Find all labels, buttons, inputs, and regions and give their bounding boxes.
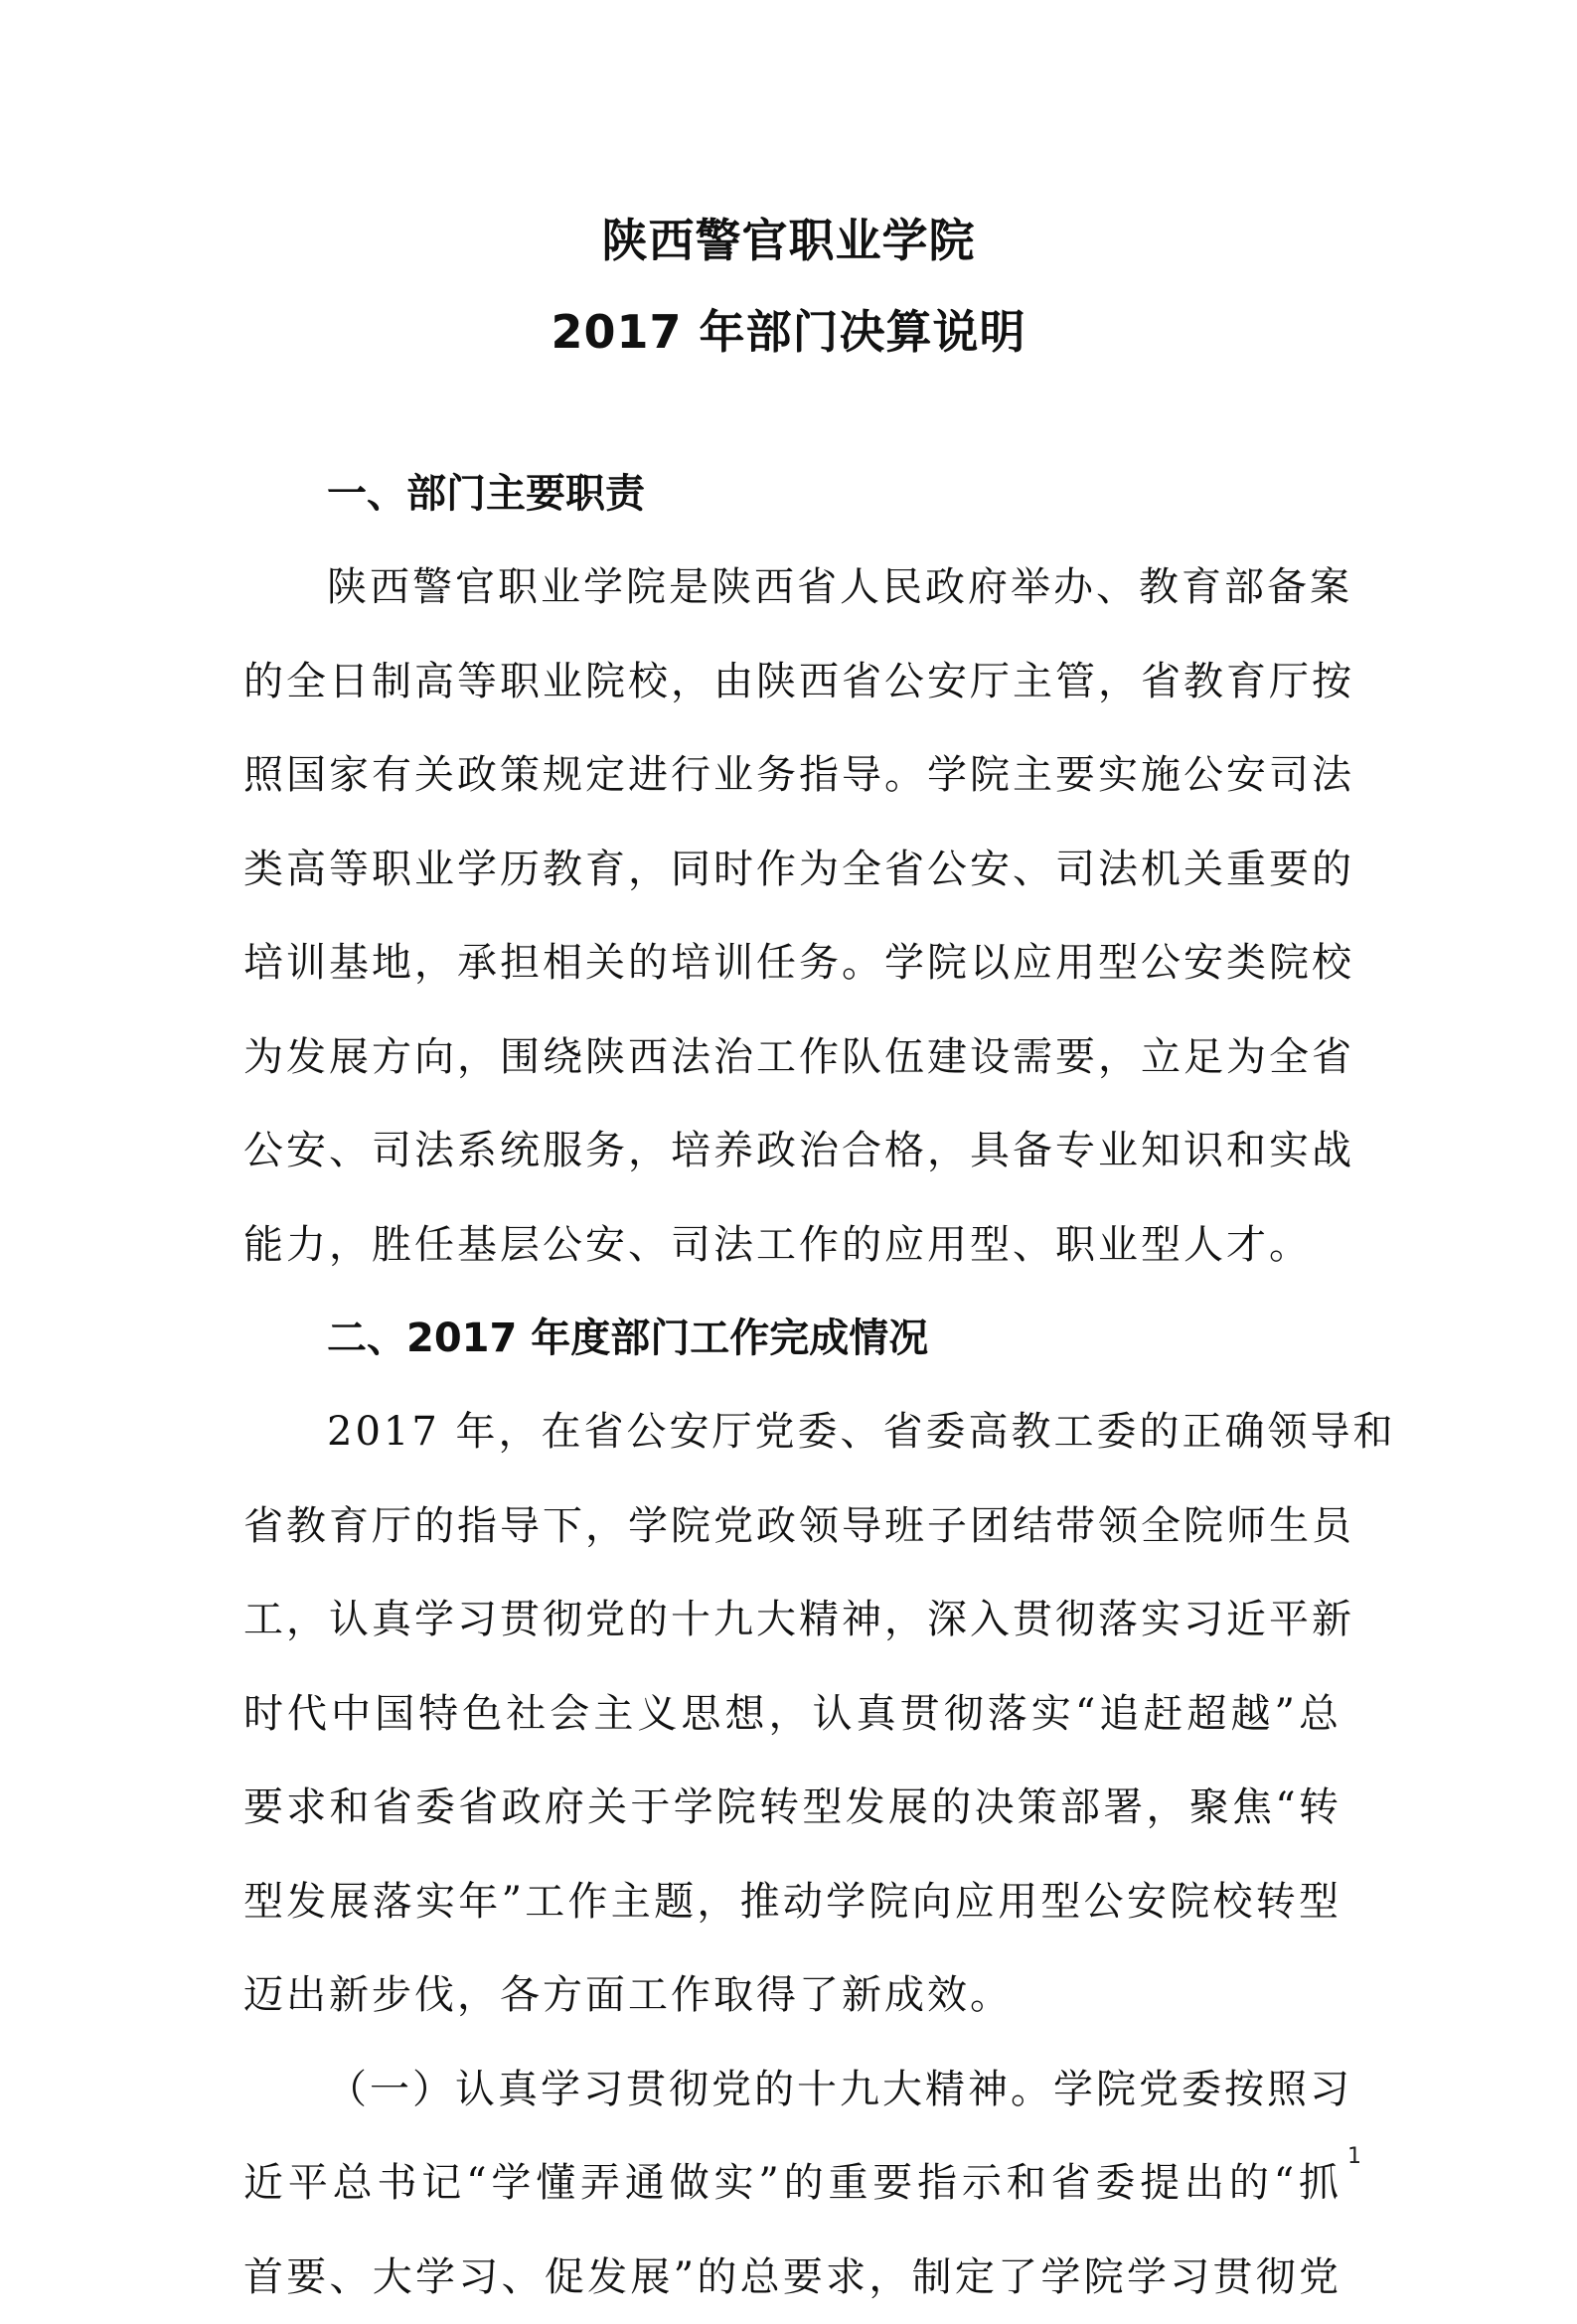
text-line: 为发展方向，围绕陕西法治工作队伍建设需要，立足为全省 bbox=[243, 1010, 1341, 1105]
text-line: 迈出新步伐，各方面工作取得了新成效。 bbox=[243, 1948, 1341, 2043]
paragraph-duties bbox=[243, 541, 1341, 1292]
text-line: 首要、大学习、促发展”的总要求，制定了学院学习贯彻党 bbox=[243, 2231, 1341, 2324]
text-line: 能力，胜任基层公安、司法工作的应用型、职业型人才。 bbox=[243, 1198, 1341, 1293]
text-line: 陕西警官职业学院是陕西省人民政府举办、教育部备案 bbox=[243, 541, 1341, 635]
paragraph-work-completion bbox=[243, 1385, 1341, 2043]
document-title-line-2: 2017 年部门决算说明 bbox=[0, 286, 1577, 378]
text-line: 培训基地，承担相关的培训任务。学院以应用型公安类院校 bbox=[243, 916, 1341, 1010]
text-line: 近平总书记“学懂弄通做实”的重要指示和省委提出的“抓 bbox=[243, 2136, 1341, 2231]
text-line: （一）认真学习贯彻党的十九大精神。学院党委按照习 bbox=[243, 2043, 1341, 2137]
text-line: 省教育厅的指导下，学院党政领导班子团结带领全院师生员 bbox=[243, 1479, 1341, 1574]
text-line: 类高等职业学历教育，同时作为全省公安、司法机关重要的 bbox=[243, 823, 1341, 917]
title-block bbox=[0, 195, 1577, 378]
text-line: 2017 年，在省公安厅党委、省委高教工委的正确领导和 bbox=[243, 1385, 1341, 1479]
section-heading-duties: 一、部门主要职责 bbox=[243, 447, 1341, 541]
text-line: 的全日制高等职业院校，由陕西省公安厅主管，省教育厅按 bbox=[243, 635, 1341, 729]
text-line: 要求和省委省政府关于学院转型发展的决策部署，聚焦“转 bbox=[243, 1761, 1341, 1855]
page-number: 1 bbox=[1322, 2144, 1361, 2169]
section-heading-work-completion: 二、2017 年度部门工作完成情况 bbox=[243, 1292, 1341, 1385]
text-line: 时代中国特色社会主义思想，认真贯彻落实“追赶超越”总 bbox=[243, 1667, 1341, 1762]
text-line: 公安、司法系统服务，培养政治合格，具备专业知识和实战 bbox=[243, 1104, 1341, 1198]
document-title-line-1: 陕西警官职业学院 bbox=[0, 195, 1577, 286]
text-line: 工，认真学习贯彻党的十九大精神，深入贯彻落实习近平新 bbox=[243, 1573, 1341, 1667]
text-line: 型发展落实年”工作主题，推动学院向应用型公安院校转型 bbox=[243, 1855, 1341, 1949]
text-line: 照国家有关政策规定进行业务指导。学院主要实施公安司法 bbox=[243, 728, 1341, 823]
document-body bbox=[243, 447, 1341, 2324]
paragraph-study-congress bbox=[243, 2043, 1341, 2324]
